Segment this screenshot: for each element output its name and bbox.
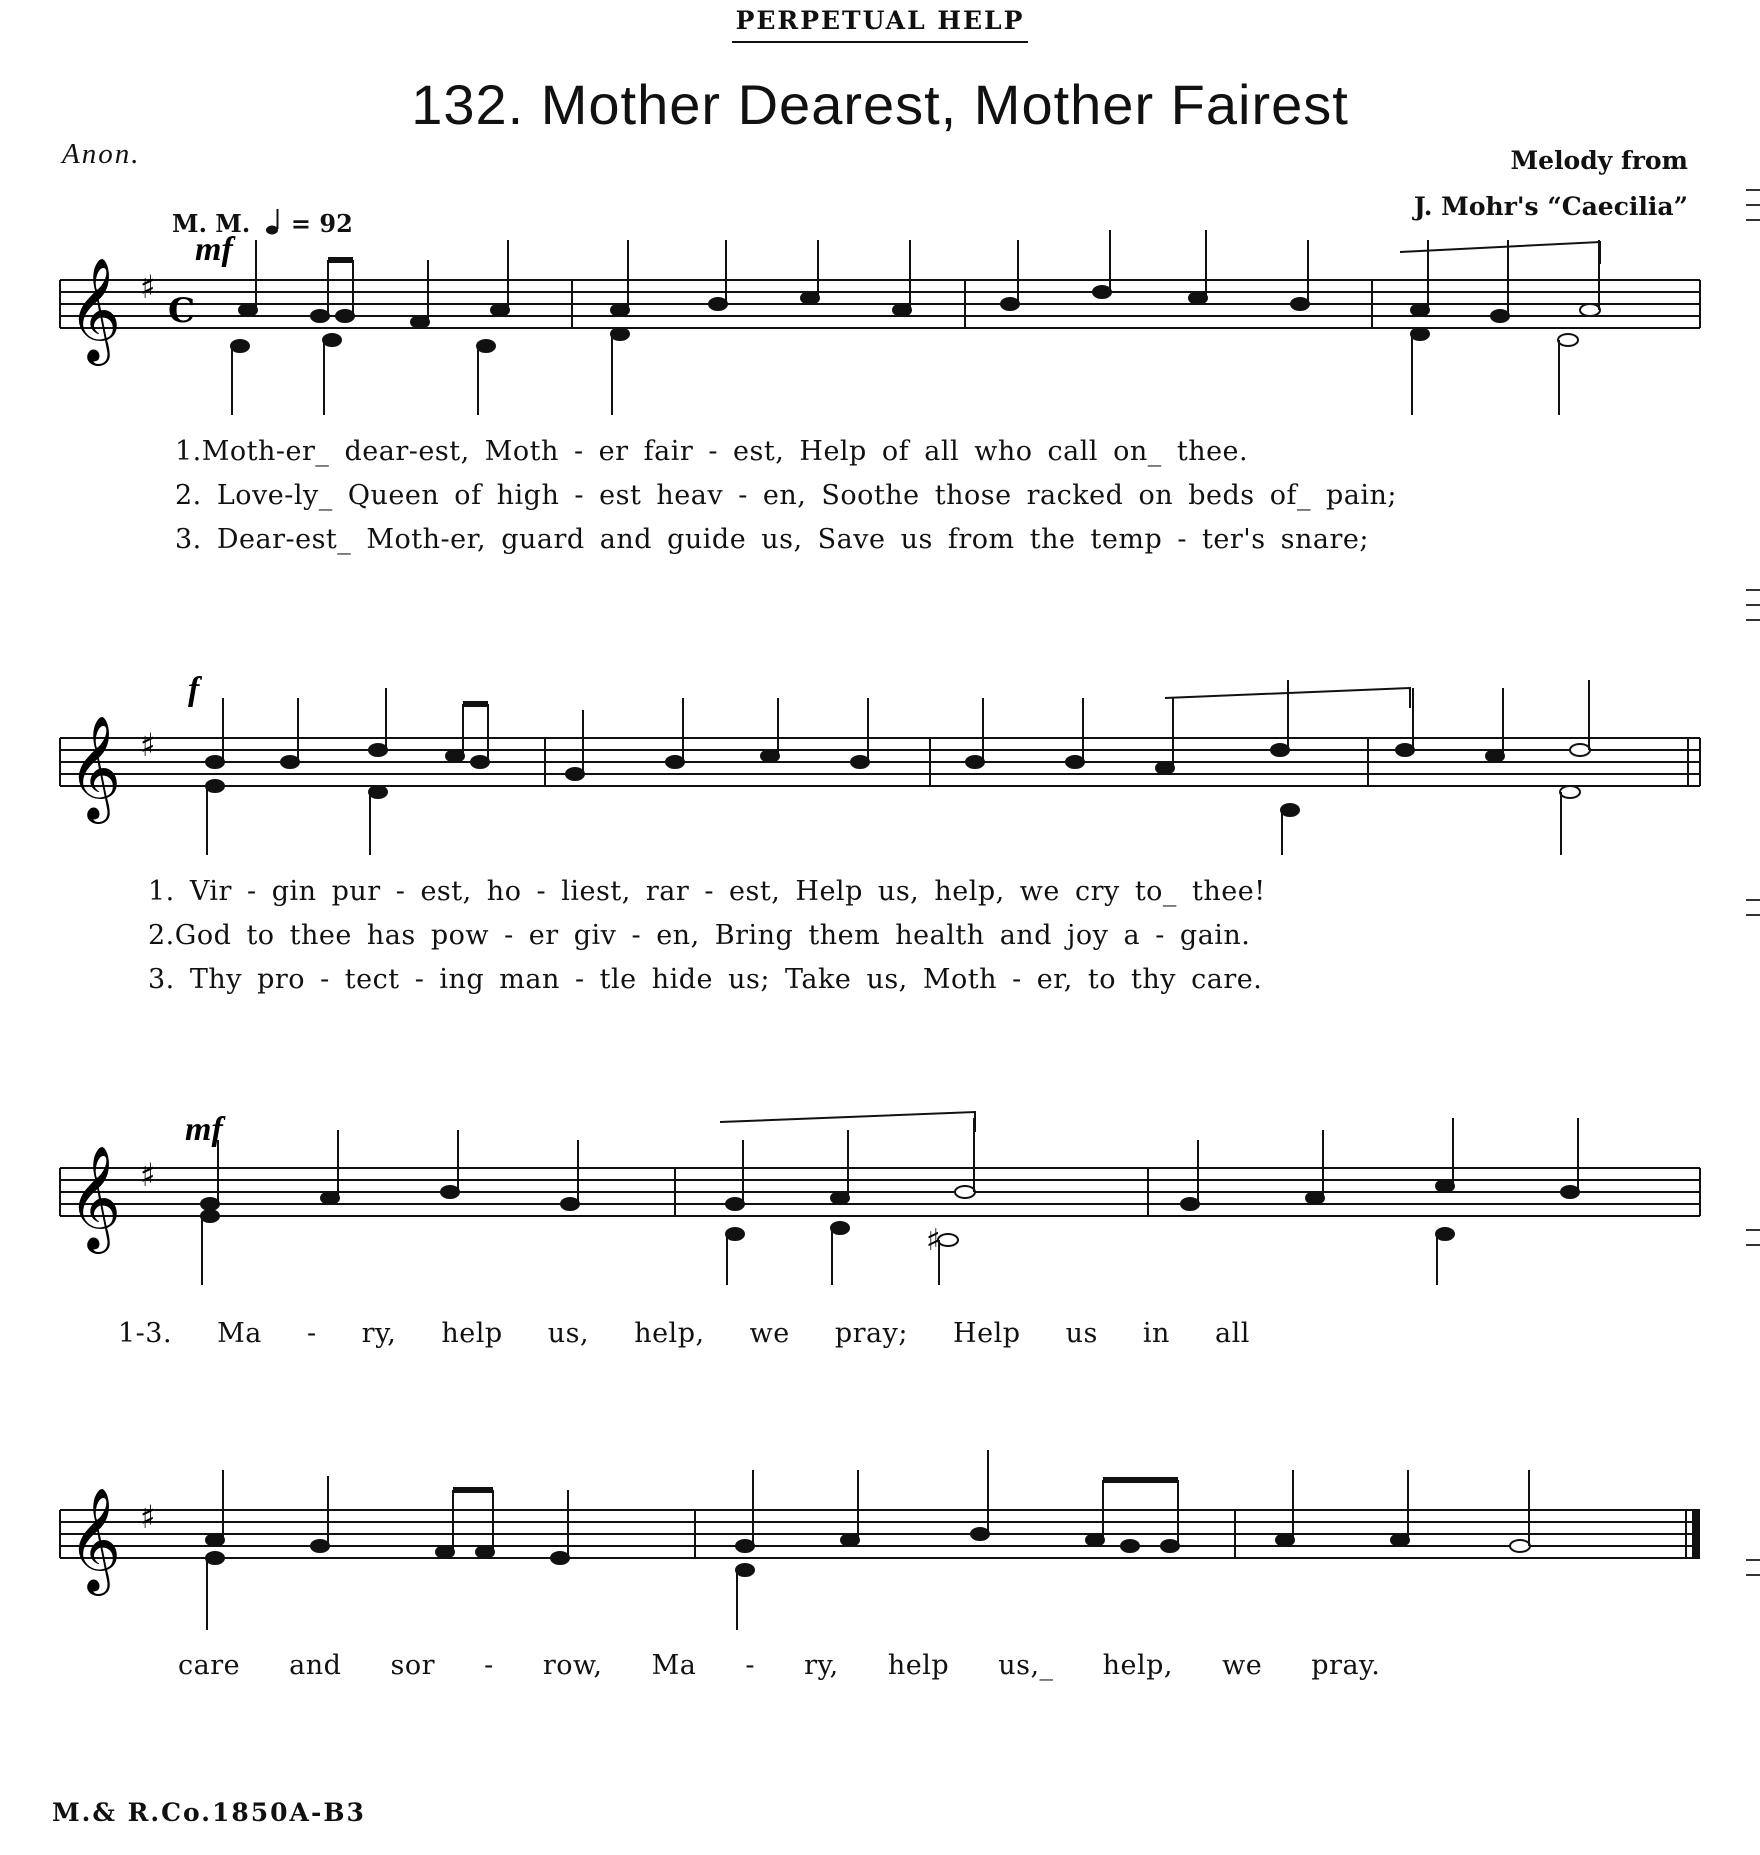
dynamic-mark-mf: mf — [185, 1111, 223, 1148]
treble-clef-icon: 𝄞 — [68, 715, 122, 820]
page-edge-marks — [1740, 0, 1760, 1855]
music-staff-system-4 — [0, 1440, 1760, 1680]
notes-system-3 — [201, 1118, 1579, 1285]
treble-clef-icon: 𝄞 — [68, 1145, 122, 1250]
sharp-key-signature-icon: ♯ — [140, 1498, 156, 1536]
melody-credit-line-1: Melody from — [1510, 146, 1688, 175]
verse-line: 1. Vir - gin pur - est, ho - liest, rar - est, Help us, help, we cry to_ thee! — [148, 876, 1266, 907]
verse-line: 1.Moth-er_ dear-est, Moth - er fair - est, Help of all who call on_ thee. — [175, 436, 1249, 467]
metronome-equals: = — [290, 209, 312, 238]
crescendo-hairpin — [720, 1112, 975, 1132]
melody-credit-line-2: J. Mohr's “Caecilia” — [1413, 192, 1688, 221]
section-heading: PERPETUAL HELP — [732, 6, 1028, 43]
common-time-icon: C — [168, 291, 196, 331]
music-staff-system-1 — [0, 230, 1760, 470]
metronome-prefix: M. M. — [172, 209, 251, 238]
melody-credit — [1414, 138, 1688, 230]
notes-system-2 — [206, 680, 1590, 855]
final-barline — [1692, 1510, 1700, 1558]
refrain-line: care and sor - row, Ma - ry, help us,_ help, we pray. — [178, 1650, 1381, 1681]
music-staff-system-3 — [0, 1100, 1760, 1340]
verse-line: 3. Thy pro - tect - ing man - tle hide us; Take us, Moth - er, to thy care. — [148, 964, 1263, 995]
sharp-key-signature-icon: ♯ — [140, 726, 156, 764]
notes-system-4 — [206, 1450, 1530, 1630]
sharp-key-signature-icon: ♯ — [140, 268, 156, 306]
author-credit: Anon. — [62, 138, 141, 170]
verse-line: 3. Dear-est_ Moth-er, guard and guide us, Save us from the temp - ter's snare; — [175, 524, 1369, 555]
sharp-accidental-icon: ♯ — [926, 1223, 941, 1258]
verse-line: 2.God to thee has pow - er giv - en, Bring them health and joy a - gain. — [148, 920, 1251, 951]
hymn-title: 132. Mother Dearest, Mother Fairest — [411, 73, 1349, 136]
dynamic-mark-mf: mf — [195, 231, 233, 268]
refrain-line: 1-3. Ma - ry, help us, help, we pray; Help us in all — [118, 1318, 1250, 1349]
sharp-key-signature-icon: ♯ — [140, 1156, 156, 1194]
publisher-code: M.& R.Co.1850A-B3 — [52, 1798, 366, 1827]
dynamic-mark-f: f — [188, 671, 200, 708]
treble-clef-icon: 𝄞 — [68, 1487, 122, 1592]
crescendo-hairpin — [1400, 242, 1600, 264]
music-staff-system-2 — [0, 670, 1760, 910]
metronome-value: 92 — [319, 209, 353, 238]
notes-system-1 — [231, 230, 1600, 415]
verse-line: 2. Love-ly_ Queen of high - est heav - en, Soothe those racked on beds of_ pain; — [175, 480, 1398, 511]
treble-clef-icon: 𝄞 — [68, 257, 122, 362]
